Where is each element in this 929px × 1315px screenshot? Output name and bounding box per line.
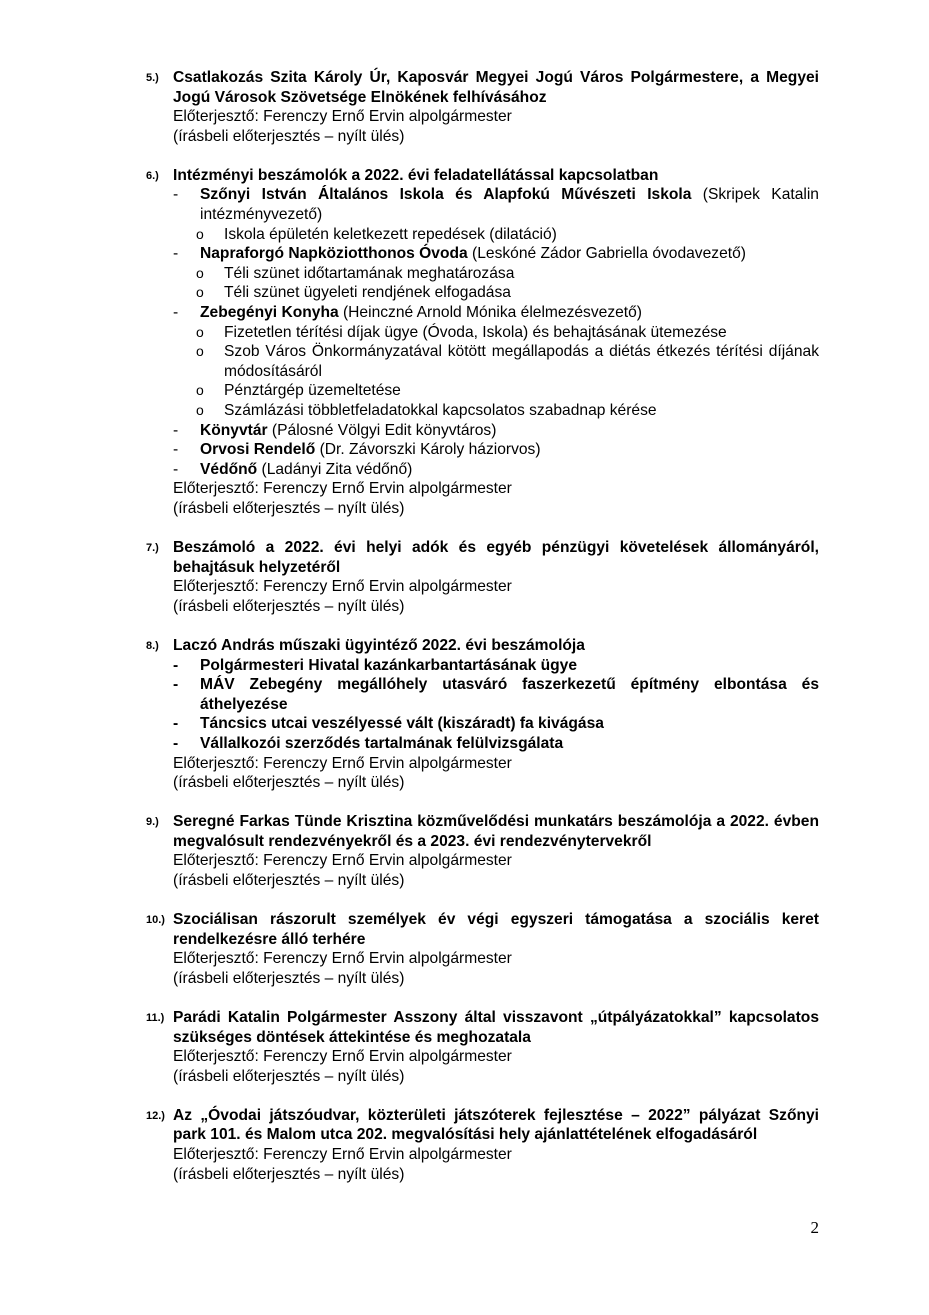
institution-name: Szőnyi István Általános Iskola és Alapfokú Művészeti Iskola: [200, 186, 692, 204]
sub-point: o Fizetetlen térítési díjak ügye (Óvoda, Iskola) és behajtásának ütemezése: [196, 323, 727, 341]
sub-point: o Téli szünet időtartamának meghatározása: [196, 264, 515, 282]
task-entry: - MÁV Zebegény megállóhely utasváró faszerkezetű építmény elbontása és áthelyezése: [173, 676, 819, 713]
task-entry: - Táncsics utcai veszélyessé vált (kiszáradt) fa kivágása: [173, 715, 604, 733]
item-number: 9.): [146, 816, 159, 829]
institution-name: Könyvtár: [200, 421, 268, 439]
circle-bullet-icon: o: [196, 323, 204, 340]
circle-bullet-icon: o: [196, 402, 204, 418]
agenda-item-9: [0, 812, 929, 890]
item-number: 6.): [146, 169, 159, 182]
item-title: Beszámoló a 2022. évi helyi adók és egyéb pénzügyi követelések állományáról, behajtásuk helyzetéről: [173, 539, 819, 576]
institution-head: (Leskóné Zádor Gabriella óvodavezető): [467, 245, 746, 263]
institution-head: (Pálosné Völgyi Edit könyvtáros): [267, 421, 497, 439]
presenter: Előterjesztő: Ferenczy Ernő Ervin alpolgármester: [173, 950, 512, 968]
item-number: 5.): [146, 72, 159, 84]
dash-bullet: -: [173, 441, 179, 459]
item-title: Csatlakozás Szita Károly Úr, Kaposvár Megyei Jogú Város Polgármestere, a Megyei Jogú Városok Szövetsége Elnökének felhívásához: [173, 69, 819, 106]
presenter: Előterjesztő: Ferenczy Ernő Ervin alpolgármester: [173, 108, 512, 126]
item-title: Seregné Farkas Tünde Krisztina közművelődési munkatárs beszámolója a 2022. évben megvalósult rendezvényekről és a 2023. évi rendezvénytervekről: [173, 813, 819, 850]
session-note: (írásbeli előterjesztés – nyílt ülés): [173, 1067, 405, 1085]
institution-name: Védőnő: [200, 460, 258, 478]
dash-bullet: -: [173, 421, 179, 439]
agenda-item-5: [0, 68, 929, 146]
agenda-item-8: [0, 636, 929, 793]
institution-head: (Heinczné Arnold Mónika élelmezésvezető): [338, 304, 642, 322]
circle-bullet-icon: o: [196, 284, 204, 301]
presenter: Előterjesztő: Ferenczy Ernő Ervin alpolgármester: [173, 1048, 512, 1066]
institution-entry: [173, 303, 819, 421]
item-title: Parádi Katalin Polgármester Asszony által visszavont „útpályázatokkal” kapcsolatos szükséges döntések áttekintése és meghozatala: [173, 1008, 819, 1046]
dash-bullet: -: [173, 656, 179, 674]
circle-bullet-icon: o: [196, 225, 204, 242]
agenda-item-10: [0, 910, 929, 988]
session-note: (írásbeli előterjesztés – nyílt ülés): [173, 774, 405, 792]
page-number: 2: [810, 1218, 819, 1237]
dash-bullet: -: [173, 304, 179, 322]
institution-entry: [173, 185, 819, 244]
circle-bullet-icon: o: [196, 382, 204, 399]
presenter: Előterjesztő: Ferenczy Ernő Ervin alpolgármester: [173, 480, 512, 498]
item-number: 11.): [146, 1011, 165, 1024]
institution-list: [173, 185, 819, 479]
item-number: 10.): [146, 914, 165, 927]
institution-entry: [173, 421, 819, 441]
item-title: Laczó András műszaki ügyintéző 2022. évi beszámolója: [173, 636, 585, 654]
institution-head: (Skripek Katalin intézményvezető): [200, 186, 819, 224]
institution-head: (Ladányi Zita védőnő): [257, 460, 413, 478]
item-number: 7.): [146, 542, 159, 555]
session-note: (írásbeli előterjesztés – nyílt ülés): [173, 499, 405, 517]
institution-name: Orvosi Rendelő: [200, 441, 316, 459]
session-note: (írásbeli előterjesztés – nyílt ülés): [173, 1165, 405, 1183]
sub-point: o Pénztárgép üzemeltetése: [196, 382, 401, 400]
institution-name: Napraforgó Napköziotthonos Óvoda: [200, 245, 468, 263]
item-title: Szociálisan rászorult személyek év végi egyszeri támogatása a szociális keret rendelkezésre álló terhére: [173, 911, 819, 948]
circle-bullet-icon: o: [196, 343, 204, 360]
presenter: Előterjesztő: Ferenczy Ernő Ervin alpolgármester: [173, 578, 512, 596]
institution-entry: [173, 440, 819, 460]
dash-bullet: -: [173, 715, 179, 733]
dash-bullet: -: [173, 186, 179, 204]
dash-bullet: -: [173, 460, 179, 478]
task-entry: - Vállalkozói szerződés tartalmának felülvizsgálata: [173, 734, 564, 752]
session-note: (írásbeli előterjesztés – nyílt ülés): [173, 597, 405, 615]
session-note: (írásbeli előterjesztés – nyílt ülés): [173, 871, 405, 889]
dash-bullet: -: [173, 245, 179, 263]
agenda-list: [0, 68, 929, 1204]
agenda-item-11: [0, 1008, 929, 1086]
institution-head: (Dr. Závorszki Károly háziorvos): [315, 441, 541, 459]
session-note: (írásbeli előterjesztés – nyílt ülés): [173, 969, 405, 987]
sub-point: o Szob Város Önkormányzatával kötött megállapodás a diétás étkezés térítési díjának módosításáról: [196, 343, 819, 380]
presenter: Előterjesztő: Ferenczy Ernő Ervin alpolgármester: [173, 1146, 512, 1163]
presenter: Előterjesztő: Ferenczy Ernő Ervin alpolgármester: [173, 754, 512, 772]
sub-point: o Iskola épületén keletkezett repedések (dilatáció): [196, 225, 557, 243]
agenda-item-12: [0, 1106, 929, 1184]
agenda-item-6: [0, 166, 929, 519]
task-list: [173, 656, 819, 754]
item-number: 12.): [146, 1109, 165, 1122]
agenda-item-7: [0, 538, 929, 616]
task-entry: - Polgármesteri Hivatal kazánkarbantartásának ügye: [173, 656, 578, 674]
institution-entry: [173, 244, 819, 303]
item-title: Az „Óvodai játszóudvar, közterületi játszóterek fejlesztése – 2022” pályázat Szőnyi park 101. és Malom utca 202. megvalósítási hely ajánlattételének elfogadásáról: [173, 1106, 819, 1144]
dash-bullet: -: [173, 734, 179, 752]
item-title: Intézményi beszámolók a 2022. évi feladatellátással kapcsolatban: [173, 166, 659, 184]
presenter: Előterjesztő: Ferenczy Ernő Ervin alpolgármester: [173, 852, 512, 870]
institution-name: Zebegényi Konyha: [200, 304, 339, 322]
institution-entry: [173, 460, 819, 480]
circle-bullet-icon: o: [196, 264, 204, 281]
sub-point: o Téli szünet ügyeleti rendjének elfogadása: [196, 284, 511, 302]
item-number: 8.): [146, 639, 159, 652]
dash-bullet: -: [173, 676, 179, 694]
sub-point: o Számlázási többletfeladatokkal kapcsolatos szabadnap kérése: [196, 402, 657, 419]
session-note: (írásbeli előterjesztés – nyílt ülés): [173, 127, 405, 145]
